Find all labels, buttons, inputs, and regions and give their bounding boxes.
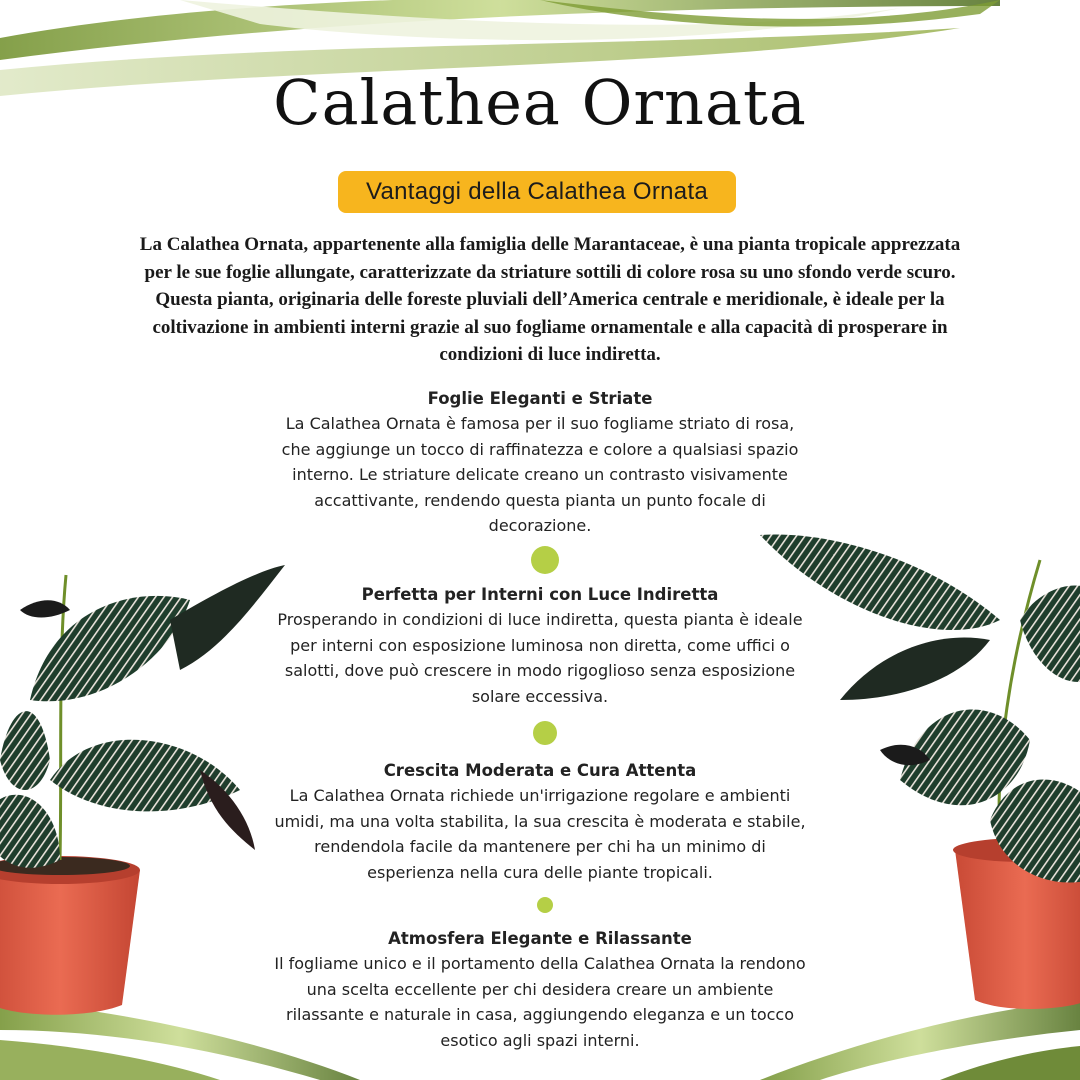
intro-paragraph: La Calathea Ornata, appartenente alla famiglia delle Marantaceae, è una pianta tropicale apprezzata per le sue foglie allungate, caratterizzate da striature sottili di colore rosa su uno sfondo verde scuro. Questa pianta, originaria delle foreste pluviali dell’America centrale e meridionale, è ideale per la coltivazione in ambienti interni grazie al suo fogliame ornamentale e alla capacità di prosperare in condizioni di luce indiretta.: [139, 234, 961, 365]
feature-text: Il fogliame unico e il portamento della Calathea Ornata la rendono una scelta eccellente per chi desidera creare un ambiente rilassante e naturale in casa, aggiungendo eleganza e un tocco esotico agli spazi interni.: [274, 954, 806, 1050]
separator-dot: [537, 897, 553, 913]
feature-block: [270, 926, 810, 1053]
feature-heading: Crescita Moderata e Cura Attenta: [383, 761, 697, 780]
feature-heading: Perfetta per Interni con Luce Indiretta: [361, 585, 719, 604]
feature-heading: Atmosfera Elegante e Rilassante: [388, 929, 692, 948]
subtitle-badge: Vantaggi della Calathea Ornata: [338, 171, 736, 213]
feature-text: La Calathea Ornata richiede un'irrigazione regolare e ambienti umidi, ma una volta stabilita, la sua crescita è moderata e stabile, rendendola facile da mantenere per chi ha un minimo di esperienza nella cura delle piante tropicali.: [274, 786, 806, 882]
separator-dot: [533, 721, 557, 745]
feature-text: La Calathea Ornata è famosa per il suo fogliame striato di rosa, che aggiunge un tocco di raffinatezza e colore a qualsiasi spazio interno. Le striature delicate creano un contrasto visivamente accattivante, rendendo questa pianta un punto focale di decorazione.: [281, 414, 799, 535]
feature-heading: Foglie Eleganti e Striate: [427, 389, 653, 408]
plant-left-image: [0, 565, 285, 1015]
page-title: Calathea Ornata: [273, 66, 807, 139]
feature-text: Prosperando in condizioni di luce indiretta, questa pianta è ideale per interni con esposizione luminosa non diretta, come uffici o salotti, dove può crescere in modo rigoglioso senza esposizione solare eccessiva.: [277, 610, 803, 706]
feature-block: [270, 582, 810, 709]
feature-block: [270, 758, 810, 885]
feature-block: [270, 386, 810, 539]
separator-dot: [531, 546, 559, 574]
